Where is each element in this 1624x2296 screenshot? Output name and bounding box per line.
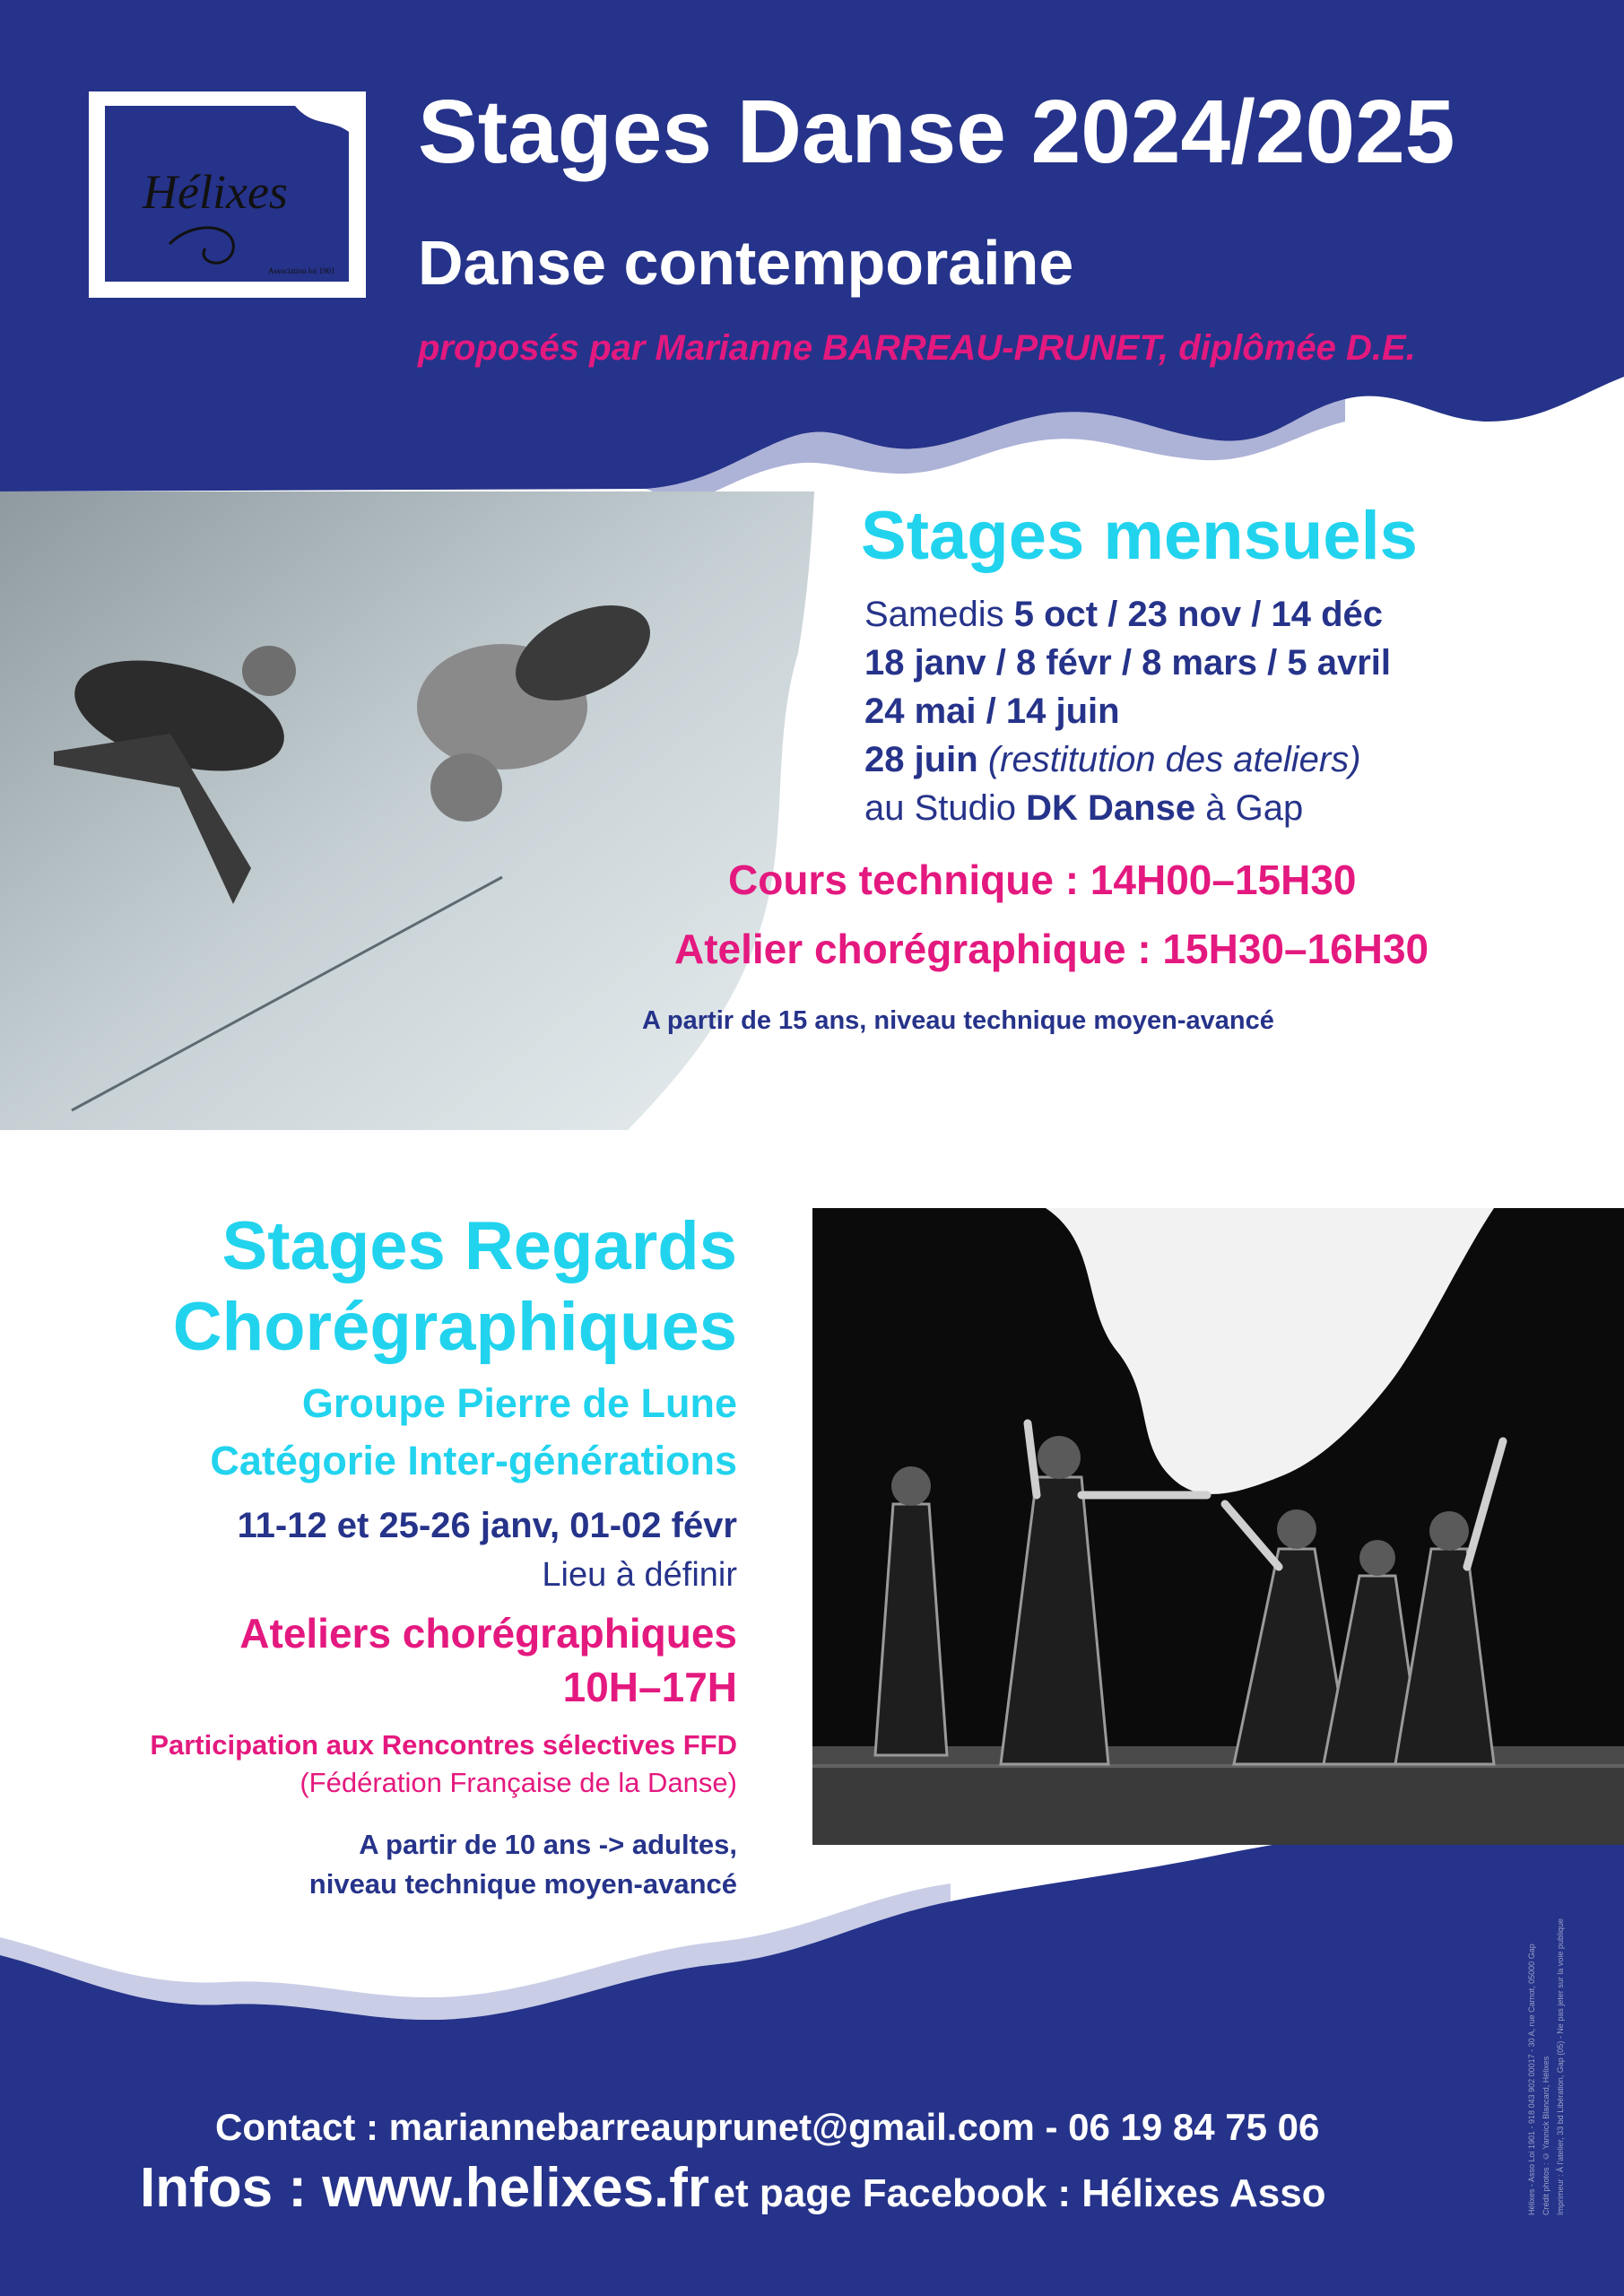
dates-1: 5 oct / 23 nov / 14 déc bbox=[1013, 595, 1384, 634]
regards-federation: (Fédération Française de la Danse) bbox=[300, 1767, 737, 1798]
monthly-dates-line-1 bbox=[864, 590, 1383, 639]
regards-audience-2: niveau technique moyen-avancé bbox=[308, 1868, 737, 1900]
place-suffix: à Gap bbox=[1205, 788, 1304, 828]
page-title: Stages Danse 2024/2025 bbox=[418, 82, 1455, 182]
place-prefix: au Studio bbox=[864, 788, 1017, 828]
monthly-place bbox=[864, 784, 1303, 832]
regards-place: Lieu à définir bbox=[542, 1556, 737, 1594]
dates-4-note: (restitution des ateliers) bbox=[987, 740, 1361, 779]
dates-4: 28 juin bbox=[864, 740, 978, 779]
regards-heading-2: Chorégraphiques bbox=[172, 1289, 737, 1365]
monthly-dates-line-3: 24 mai / 14 juin bbox=[864, 691, 1120, 731]
logo-name: Hélixes bbox=[143, 165, 288, 219]
stage-dancers-photo bbox=[812, 1208, 1624, 1845]
samedis-label: Samedis bbox=[864, 595, 1004, 634]
regards-group: Groupe Pierre de Lune bbox=[301, 1380, 737, 1426]
footer-infos-url[interactable]: Infos : www.helixes.fr bbox=[140, 2157, 710, 2219]
monthly-dates-line-2: 18 janv / 8 févr / 8 mars / 5 avril bbox=[864, 643, 1392, 683]
logo-subtitle: Association loi 1901 bbox=[268, 266, 335, 275]
regards-dates: 11-12 et 25-26 janv, 01-02 févr bbox=[237, 1506, 737, 1545]
footer-infos bbox=[140, 2152, 1326, 2239]
regards-category: Catégorie Inter-générations bbox=[210, 1438, 737, 1483]
legal-credits bbox=[1524, 1785, 1624, 2215]
regards-audience-1: A partir de 10 ans -> adultes, bbox=[359, 1829, 737, 1860]
footer-contact[interactable]: Contact : mariannebarreauprunet@gmail.com - 06 19 84 75 06 bbox=[215, 2106, 1320, 2148]
regards-workshops: Ateliers chorégraphiques bbox=[239, 1610, 737, 1657]
monthly-dates-line-4 bbox=[864, 735, 1361, 784]
credits-line-1: Hélixes - Asso Loi 1901 - 918 043 902 00017 - 30 A, rue Carnot, 05000 Gap bbox=[1527, 1944, 1536, 2215]
course-technique: Cours technique : 14H00–15H30 bbox=[728, 857, 1357, 903]
monthly-heading: Stages mensuels bbox=[861, 498, 1418, 574]
credits-line-3: Imprimeur : À l'atelier, 33 bd Libération, Gap (05) - Ne pas jeter sur la voie publique bbox=[1556, 1918, 1565, 2215]
regards-heading-1: Stages Regards bbox=[221, 1208, 737, 1284]
tagline: proposés par Marianne BARREAU-PRUNET, diplômée D.E. bbox=[418, 328, 1416, 368]
page-subtitle: Danse contemporaine bbox=[418, 228, 1074, 298]
regards-text-block bbox=[54, 1206, 737, 1904]
regards-hours: 10H–17H bbox=[562, 1664, 737, 1710]
helixes-logo bbox=[89, 91, 366, 298]
atelier-choregraphique: Atelier chorégraphique : 15H30–16H30 bbox=[674, 926, 1429, 972]
footer-infos-facebook[interactable]: et page Facebook : Hélixes Asso bbox=[713, 2171, 1326, 2215]
regards-participation: Participation aux Rencontres sélectives FFD bbox=[150, 1729, 737, 1761]
place-name: DK Danse bbox=[1026, 788, 1196, 828]
credits-line-2: Crédit photos : © Yannick Blancard, Hélixes bbox=[1541, 2056, 1550, 2215]
monthly-audience: A partir de 15 ans, niveau technique moyen-avancé bbox=[642, 1006, 1274, 1035]
